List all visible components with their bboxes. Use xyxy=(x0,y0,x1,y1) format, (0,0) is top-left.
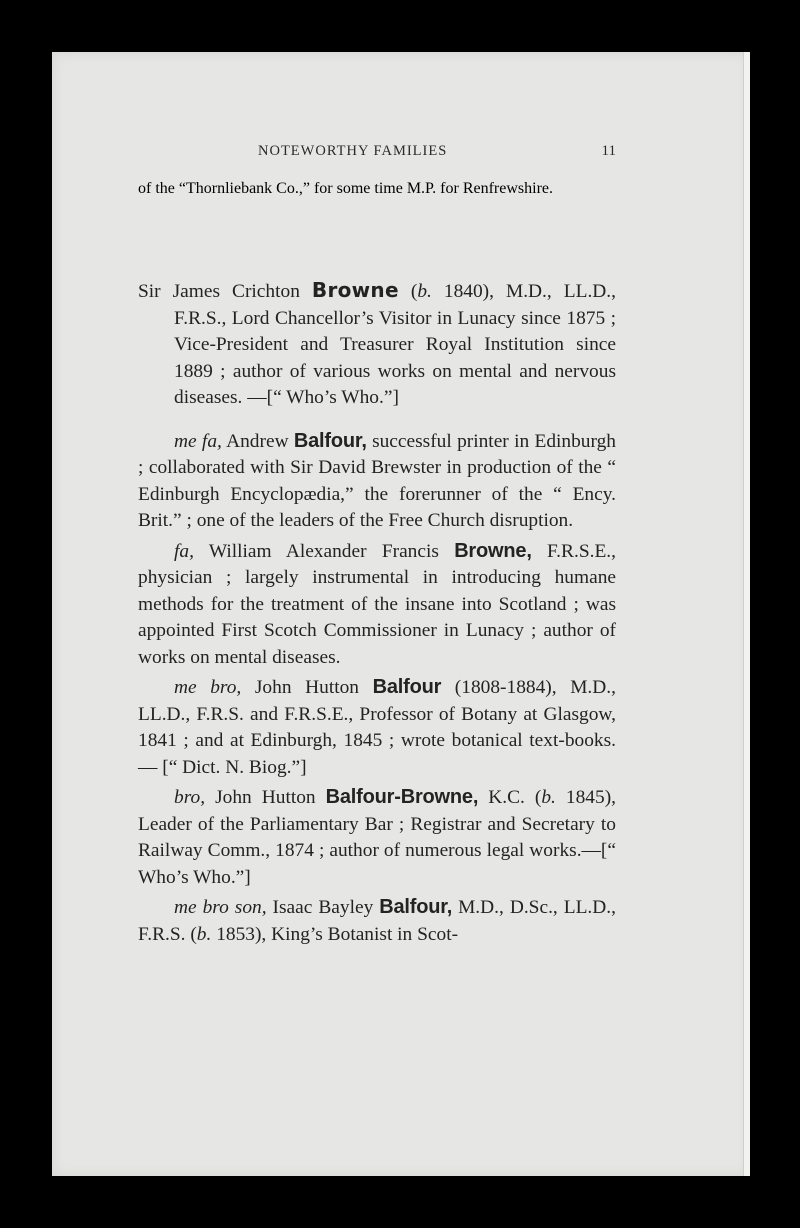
entry-andrew-balfour xyxy=(138,428,616,535)
born-label: b. xyxy=(196,923,212,945)
born-label: b. xyxy=(541,787,556,808)
entry-james-crichton-browne xyxy=(138,277,616,412)
entry-post: (1808-1884), M.D., LL.D., F.R.S. and F.R.S.E., Professor of Botany at Glasgow, 1841 ; and at Edinburgh, 1845 ; wrote botanical text-books. — [“ Dict. N. Biog.”] xyxy=(138,677,616,778)
entry-relation: fa, xyxy=(174,540,194,562)
born-label: b. xyxy=(417,281,432,302)
entry-pre: John Hutton xyxy=(241,677,373,698)
entry-post: 1853), King’s Botanist in Scot- xyxy=(211,923,459,945)
entry-john-hutton-balfour xyxy=(138,674,616,781)
entry-name: Browne, xyxy=(454,539,532,562)
entry-pre: Isaac Bayley xyxy=(266,897,380,918)
continuation-paragraph xyxy=(138,180,616,198)
entries-body xyxy=(138,277,616,948)
entry-post: ( xyxy=(398,281,418,302)
continuation-text: of the “Thornliebank Co.,” for some time M.P. for Renfrewshire. xyxy=(138,180,554,197)
entry-post: successful printer in Edinburgh ; collaborated with Sir David Brewster in production of the “ Edinburgh Encyclopædia,” the forerunner of the “ Ency. Brit.” ; one of the leaders of the Free Church disruption. xyxy=(138,430,616,531)
entry-isaac-bayley-balfour xyxy=(138,894,616,948)
page-edge xyxy=(743,52,750,1176)
entry-relation: bro, xyxy=(174,787,206,808)
entry-john-hutton-balfour-browne xyxy=(138,784,616,891)
entry-name: Balfour, xyxy=(293,429,367,452)
entry-pre: John Hutton xyxy=(205,787,326,808)
entry-pre: William Alexander Francis xyxy=(193,540,455,562)
entry-name: Browne xyxy=(311,278,399,302)
entry-name: Balfour-Browne, xyxy=(325,786,479,808)
entry-name: Balfour xyxy=(372,676,442,698)
entry-post: 1845), Leader of the Parliamentary Bar ; Registrar and Secretary to Railway Comm., 1874 ; author of numerous legal works.—[“ Who’s Who.”] xyxy=(138,787,616,888)
entry-relation: me bro son, xyxy=(174,897,267,918)
entry-pre: Sir James Crichton xyxy=(138,281,312,302)
entry-name: Balfour, xyxy=(379,896,453,918)
entry-post: F.R.S.E., physician ; largely instrumental in introducing humane methods for the treatment of the insane into Scotland ; was appointed First Scotch Commissioner in Lunacy ; author of works on mental diseases. xyxy=(138,540,616,668)
entry-william-alexander-francis-browne xyxy=(138,538,616,672)
entry-pre: Andrew xyxy=(221,430,294,452)
entry-post: M.D., D.Sc., LL.D., F.R.S. ( xyxy=(138,897,616,945)
entry-post: 1840), M.D., LL.D., F.R.S., Lord Chancellor’s Visitor in Lunacy since 1875 ; Vice-President and Treasurer Royal Institution since 1889 ; author of various works on mental and nervous diseases. —[“ Who’s Who.”] xyxy=(174,281,616,408)
entry-post: K.C. ( xyxy=(478,787,542,808)
entry-relation: me fa, xyxy=(174,430,222,452)
page-number: 11 xyxy=(601,143,616,159)
running-head xyxy=(138,143,616,163)
running-title: NOTEWORTHY FAMILIES xyxy=(258,143,448,159)
entry-relation: me bro, xyxy=(174,677,242,698)
